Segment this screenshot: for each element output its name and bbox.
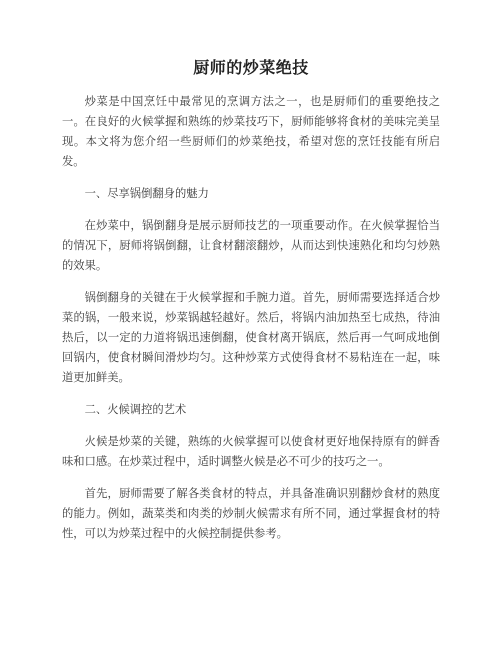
paragraph-section1-a: 在炒菜中，锅倒翻身是展示厨师技艺的一项重要动作。在火候掌握恰当的情况下，厨师将锅倒翻，让食材翻滚翻炒，从而达到快速熟化和均匀炒熟的效果。 [62,219,440,272]
section-heading-2: 二、火候调控的艺术 [84,403,187,416]
paragraph-section2-b: 首先，厨师需要了解各类食材的特点，并具备准确识别翻炒食材的熟度的能力。例如，蔬菜类和肉类的炒制火候需求有所不同，通过掌握食材的特性，可以为炒菜过程中的火候控制提供参考。 [62,487,440,540]
paragraph-section2-a: 火候是炒菜的关键，熟练的火候掌握可以使食材更好地保持原有的鲜香味和口感。在炒菜过程中，适时调整火候是必不可少的技巧之一。 [62,435,440,468]
paragraph-intro: 炒菜是中国烹饪中最常见的烹调方法之一，也是厨师们的重要绝技之一。在良好的火候掌握和熟练的炒菜技巧下，厨师能够将食材的美味完美呈现。本文将为您介绍一些厨师们的炒菜绝技，希望对您的烹饪技能有所启发。 [62,95,440,168]
section-heading-1: 一、尽享锅倒翻身的魅力 [84,187,209,200]
document-title: 厨师的炒菜绝技 [193,58,309,77]
paragraph-section1-b: 锅倒翻身的关键在于火候掌握和手腕力道。首先，厨师需要选择适合炒菜的锅，一般来说，炒菜锅越轻越好。然后，将锅内油加热至七成热，待油热后，以一定的力道将锅迅速倒翻，使食材离开锅底，然后再一气呵成地倒回锅内，使食材瞬间滑炒均匀。这种炒菜方式使得食材不易粘连在一起，味道更加鲜美。 [62,291,440,384]
